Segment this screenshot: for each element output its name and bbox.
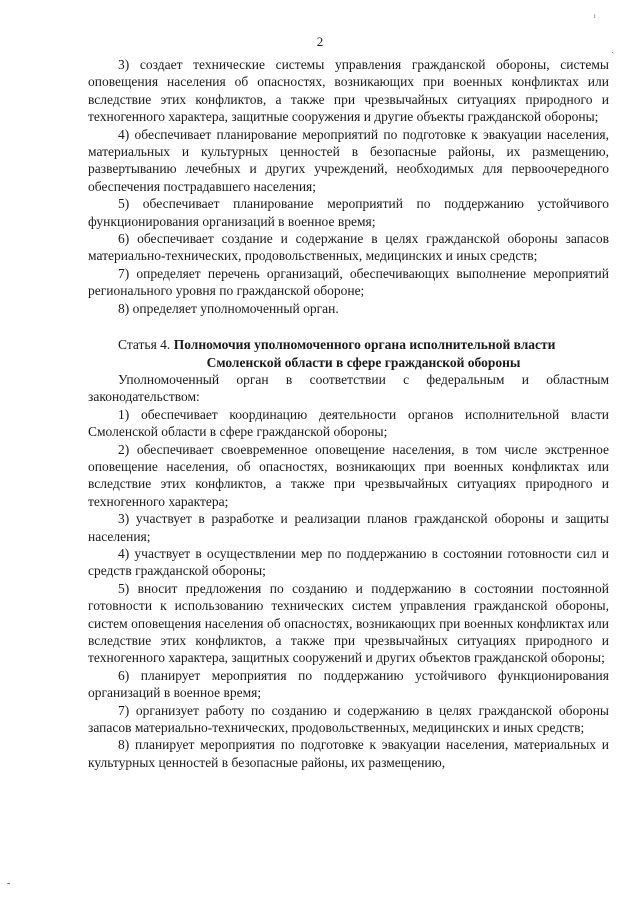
article-title-line-2: Смоленской области в сфере гражданской обороны xyxy=(206,354,521,370)
paragraph: 8) определяет уполномоченный орган. xyxy=(118,300,339,316)
paragraph: 3) участвует в разработке и реализации планов гражданской обороны и защиты населения; xyxy=(88,511,609,544)
paragraph: 3) создает технические системы управления гражданской обороны, системы оповещения населения об опасностях, возникающих при военных конфликтах или вследствие этих конфликтов, а также при чрезвычайных ситуациях природного и техногенного характера, защитные сооружения и другие объекты гражданской обороны; xyxy=(88,57,609,125)
scan-mark-top: ᵢ xyxy=(594,9,596,20)
paragraph: 7) определяет перечень организаций, обеспечивающих выполнение мероприятий регионального уровня по гражданской обороне; xyxy=(88,265,609,299)
paragraph: 2) обеспечивает своевременное оповещение населения, в том числе экстренное оповещение населения, об опасностях, возникающих при военных конфликтах или вследствие этих конфликтов, а также при чрезвычайных ситуациях природного и техногенного характера; xyxy=(88,441,609,509)
page-number: 2 xyxy=(316,34,324,49)
article-title-line-1: Полномочия уполномоченного органа исполнительной власти xyxy=(173,337,556,353)
article-prefix: Статья 4. xyxy=(118,337,174,353)
paragraph: 7) организует работу по созданию и содержанию в целях гражданской обороны запасов материально-технических, продовольственных, медицинских и иных средств; xyxy=(88,702,609,736)
paragraph: 8) планирует мероприятия по подготовке к эвакуации населения, материальных и культурных ценностей в безопасные районы, их размещению, xyxy=(88,737,609,770)
article-heading xyxy=(88,336,609,353)
paragraph: 6) планирует мероприятия по поддержанию устойчивого функционирования организаций в военное время; xyxy=(88,667,609,701)
paragraph: 1) обеспечивает координацию деятельности органов исполнительной власти Смоленской области в сфере гражданской обороны; xyxy=(88,406,609,440)
paragraph: 5) вносит предложения по созданию и поддержанию в состоянии постоянной готовности к использованию технических систем управления гражданской обороны, систем оповещения населения об опасностях, возникающих при военных конфликтах или вследствие этих конфликтов, а также при чрезвычайных ситуациях природного и техногенного характера, защитных сооружений и других объектов гражданской обороны; xyxy=(88,580,609,666)
scan-mark-left: - xyxy=(7,878,11,889)
paragraph: 6) обеспечивает создание и содержание в целях гражданской обороны запасов материально-технических, продовольственных, медицинских и иных средств; xyxy=(88,231,609,264)
paragraph: 4) обеспечивает планирование мероприятий по подготовке к эвакуации населения, материальных и культурных ценностей в безопасные районы, их размещению, развертыванию лечебных и других учреждений, необходимых для первоочередного обеспечения пострадавшего населения; xyxy=(88,126,609,194)
paragraph: Уполномоченный орган в соответствии с федеральным и областным законодательством: xyxy=(88,371,609,405)
document-body xyxy=(88,56,609,771)
paragraph: 5) обеспечивает планирование мероприятий по поддержанию устойчивого функционирования организаций в военное время; xyxy=(88,196,609,229)
paragraph: 4) участвует в осуществлении мер по поддержанию в состоянии готовности сил и средств гражданской обороны; xyxy=(88,545,609,579)
scan-mark-right: ˎ xyxy=(611,43,615,54)
